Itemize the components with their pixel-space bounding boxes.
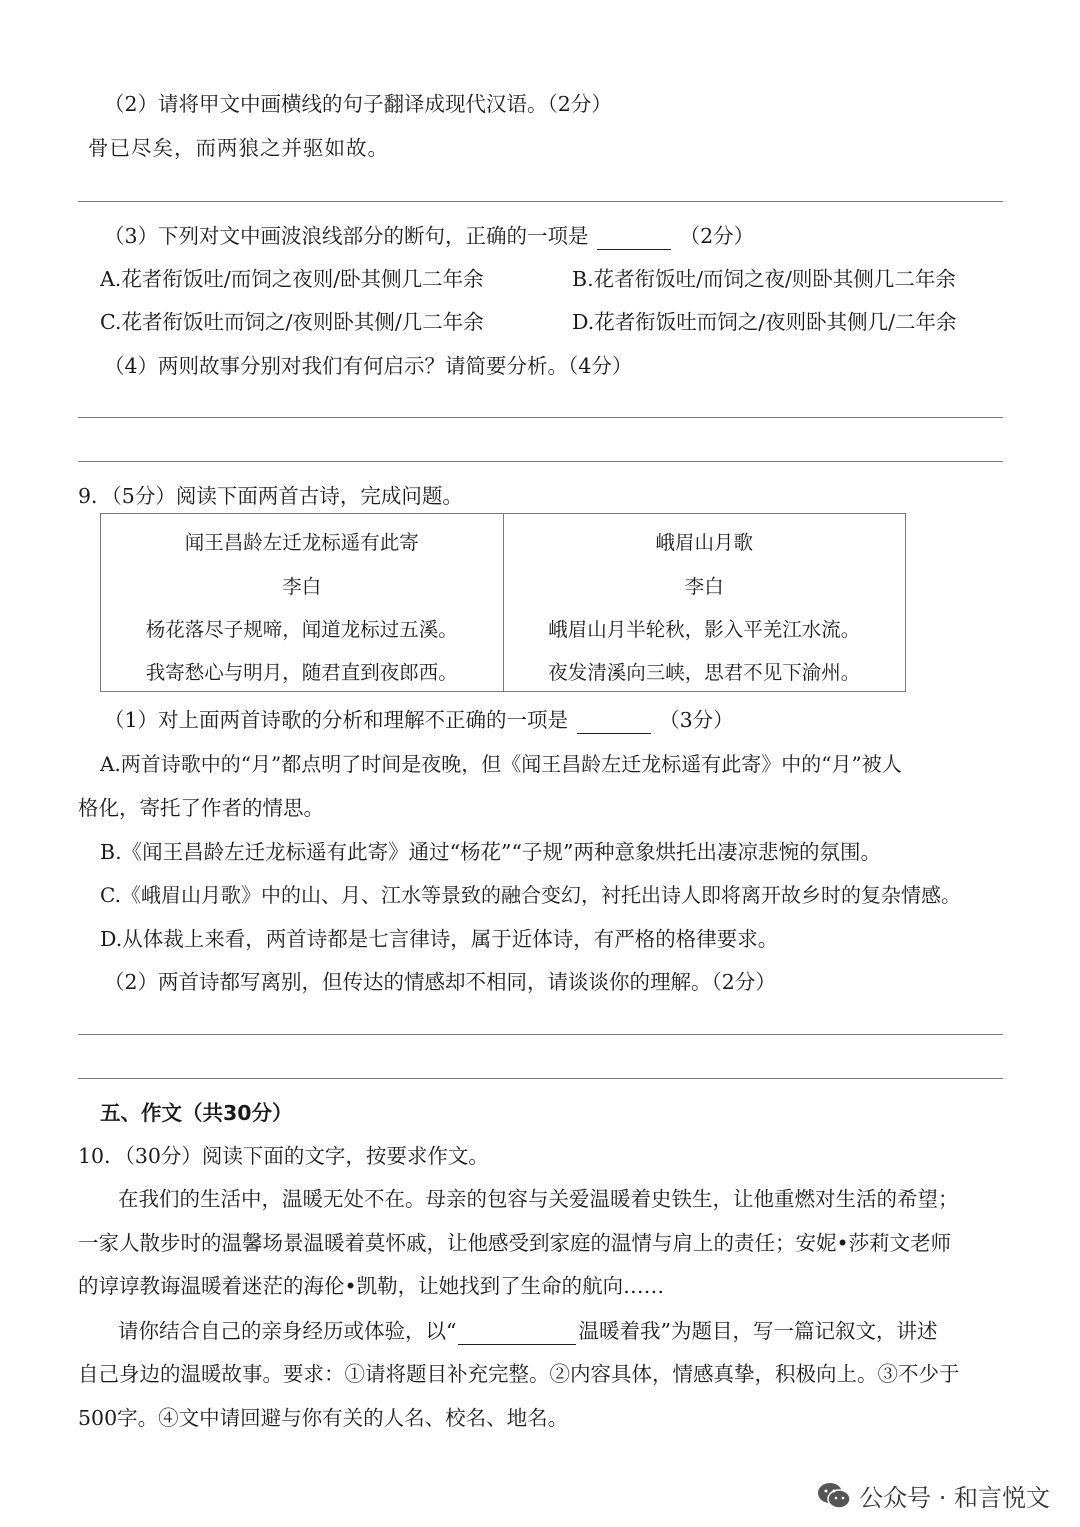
- q9-sub1-prompt: [104, 706, 734, 734]
- q8-option-d: D.花者衔饭吐而饲之/夜则卧其侧几/二年余: [572, 310, 957, 334]
- answer-line: [78, 461, 1003, 462]
- q9-option-d: D.从体裁上来看，两首诗都是七言律诗，属于近体诗，有严格的格律要求。: [100, 927, 779, 951]
- q8-sub3-prompt-text: （3）下列对文中画波浪线部分的断句，正确的一项是: [104, 224, 589, 248]
- poem-author: 李白: [282, 575, 322, 598]
- poem-line: 杨花落尽子规啼，闻道龙标过五溪。: [145, 618, 458, 641]
- essay-prompt-text: 请你结合自己的亲身经历或体验，以“: [118, 1319, 457, 1343]
- essay-para2-line1: [118, 1317, 937, 1345]
- q8-option-b: B.花者衔饭吐/而饲之夜/则卧其侧几二年余: [572, 267, 956, 291]
- essay-para1-line3: 的谆谆教诲温暖着迷茫的海伦•凯勒，让她找到了生命的航向……: [78, 1274, 665, 1298]
- poem-author: 李白: [684, 575, 724, 598]
- q9-sub1-prompt-text: （1）对上面两首诗歌的分析和理解不正确的一项是: [104, 708, 569, 732]
- watermark-text: 公众号 · 和言悦文: [859, 1484, 1050, 1512]
- essay-para2-line3: 500字。④文中请回避与你有关的人名、校名、地名。: [78, 1406, 569, 1430]
- poem-table: [100, 513, 906, 692]
- answer-line: [78, 417, 1003, 418]
- answer-blank[interactable]: [597, 227, 671, 250]
- q9-option-b: B.《闻王昌龄左迁龙标遥有此寄》通过“杨花”“子规”两种意象烘托出凄凉悲惋的氛围。: [100, 840, 881, 864]
- q9-option-a-line1: A.两首诗歌中的“月”都点明了时间是夜晚，但《闻王昌龄左迁龙标遥有此寄》中的“月”被人: [100, 752, 902, 776]
- poem-line: 峨眉山月半轮秋，影入平羌江水流。: [548, 618, 861, 641]
- poem-line: 夜发清溪向三峡，思君不见下渝州。: [548, 661, 861, 684]
- q9-sub1-score: （3分）: [659, 708, 734, 732]
- q8-option-a: A.花者衔饭吐/而饲之夜则/卧其侧几二年余: [100, 267, 484, 291]
- poem-cell-2: [503, 514, 906, 692]
- answer-line: [78, 201, 1003, 202]
- essay-para1-line2: 一家人散步时的温馨场景温暖着莫怀戚，让他感受到家庭的温情与肩上的责任；安妮•莎莉文老师: [78, 1231, 952, 1255]
- q8-sub3-prompt: [104, 222, 754, 250]
- q10-heading: 10．（30分）阅读下面的文字，按要求作文。: [78, 1144, 489, 1168]
- poem-title: 闻王昌龄左迁龙标遥有此寄: [184, 531, 419, 554]
- poem-cell-1: [101, 514, 504, 692]
- q8-sub3-score: （2分）: [679, 224, 755, 248]
- q8-sub2-prompt: （2）请将甲文中画横线的句子翻译成现代汉语。（2分）: [104, 92, 612, 116]
- essay-prompt-text: 温暖着我”为题目，写一篇记叙文，讲述: [578, 1319, 938, 1343]
- title-blank[interactable]: [458, 1322, 576, 1345]
- wechat-icon: [817, 1482, 851, 1510]
- poem-title: 峨眉山月歌: [655, 531, 753, 554]
- answer-line: [78, 1078, 1003, 1079]
- section5-heading: 五、作文（共30分）: [100, 1101, 293, 1125]
- q9-sub2-prompt: （2）两首诗都写离别，但传达的情感却不相同，请谈谈你的理解。（2分）: [104, 970, 776, 994]
- answer-line: [78, 1034, 1003, 1035]
- poem-line: 我寄愁心与明月，随君直到夜郎西。: [145, 661, 458, 684]
- watermark: [817, 1478, 1050, 1513]
- q9-option-c: C.《峨眉山月歌》中的山、月、江水等景致的融合变幻，衬托出诗人即将离开故乡时的复杂情感。: [100, 883, 961, 907]
- q9-heading: 9．（5分）阅读下面两首古诗，完成问题。: [78, 484, 463, 508]
- answer-blank[interactable]: [577, 711, 651, 734]
- essay-para1-line1: 在我们的生活中，温暖无处不在。母亲的包容与关爱温暖着史铁生，让他重燃对生活的希望；: [118, 1187, 959, 1211]
- q8-sub4-prompt: （4）两则故事分别对我们有何启示？请简要分析。（4分）: [104, 354, 633, 378]
- q8-sub2-sentence: 骨已尽矣，而两狼之并驱如故。: [88, 136, 389, 160]
- q9-option-a-line2: 格化，寄托了作者的情思。: [78, 796, 324, 820]
- q8-option-c: C.花者衔饭吐而饲之/夜则卧其侧/几二年余: [100, 310, 484, 334]
- essay-para2-line2: 自己身边的温暖故事。要求：①请将题目补充完整。②内容具体，情感真挚，积极向上。③不少于: [78, 1362, 960, 1386]
